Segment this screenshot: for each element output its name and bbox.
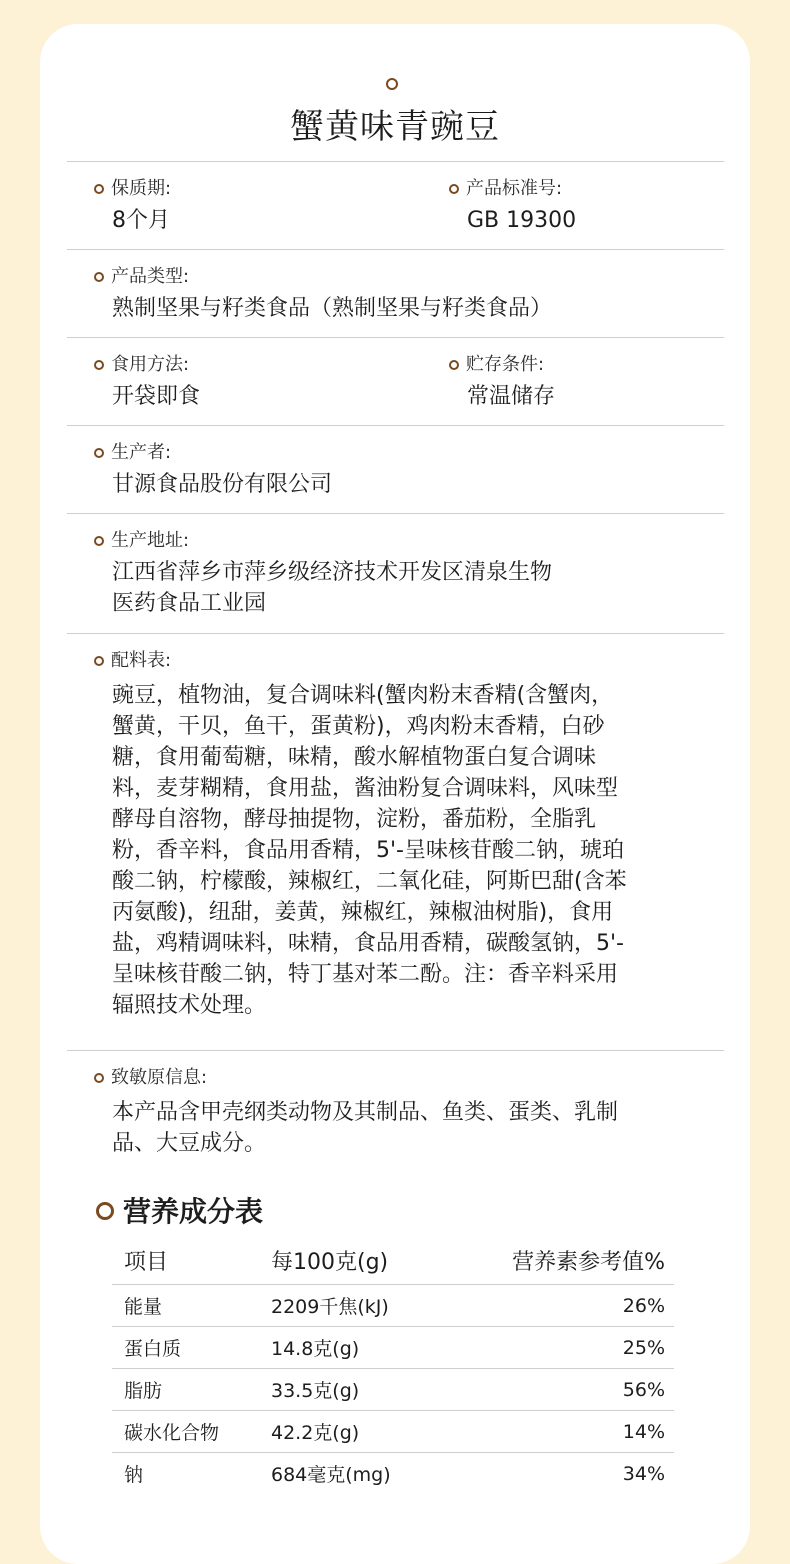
standard-label: 产品标准号: bbox=[449, 177, 562, 201]
nutrient-nrv: 56% bbox=[491, 1369, 674, 1411]
producer-value: 甘源食品股份有限公司 bbox=[112, 472, 333, 497]
nutrient-amount: 42.2克(g) bbox=[271, 1411, 491, 1453]
ring-bullet-icon bbox=[96, 1202, 114, 1220]
ring-bullet-icon bbox=[94, 184, 104, 194]
divider bbox=[67, 1050, 724, 1051]
nutrient-nrv: 34% bbox=[622, 1462, 665, 1485]
ring-bullet-icon bbox=[94, 536, 104, 546]
nutrient-amount: 2209千焦(kJ) bbox=[271, 1285, 491, 1327]
table-row bbox=[112, 1369, 674, 1411]
table-row bbox=[112, 1453, 674, 1495]
nutrition-table bbox=[112, 1236, 674, 1494]
ring-bullet-icon bbox=[94, 272, 104, 282]
table-row bbox=[112, 1411, 674, 1453]
divider bbox=[67, 425, 724, 426]
ring-bullet-icon bbox=[449, 184, 459, 194]
nutrient-nrv: 25% bbox=[491, 1327, 674, 1369]
storage-value: 常温储存 bbox=[467, 384, 556, 409]
page-title: 蟹黄味青豌豆 bbox=[290, 107, 500, 147]
allergens-text: 本产品含甲壳纲类动物及其制品、鱼类、蛋类、乳制 品、大豆成分。 bbox=[112, 1100, 619, 1156]
divider bbox=[67, 337, 724, 338]
address-label: 生产地址: bbox=[94, 529, 189, 553]
nutrient-name: 碳水化合物 bbox=[112, 1411, 271, 1453]
product-type-value: 熟制坚果与籽类食品（熟制坚果与籽类食品） bbox=[112, 296, 553, 321]
ingredients-label: 配料表: bbox=[94, 649, 171, 673]
nutrient-name: 蛋白质 bbox=[112, 1327, 271, 1369]
nutrient-nrv: 26% bbox=[491, 1285, 674, 1327]
nutrient-amount: 33.5克(g) bbox=[271, 1369, 491, 1411]
address-value: 江西省萍乡市萍乡级经济技术开发区清泉生物 医药食品工业园 bbox=[112, 560, 553, 616]
ring-bullet-icon bbox=[449, 360, 459, 370]
divider bbox=[67, 633, 724, 634]
table-row bbox=[112, 1327, 674, 1369]
column-header: 营养素参考值% bbox=[491, 1236, 674, 1285]
usage-label: 食用方法: bbox=[94, 353, 189, 377]
nutrient-amount: 14.8克(g) bbox=[271, 1327, 491, 1369]
nutrition-heading: 营养成分表 bbox=[123, 1195, 264, 1228]
nutrient-name: 脂肪 bbox=[112, 1369, 271, 1411]
column-header: 项目 bbox=[112, 1236, 271, 1285]
title-ring-icon bbox=[386, 78, 398, 90]
producer-label: 生产者: bbox=[94, 441, 171, 465]
nutrient-amount: 684毫克(mg) bbox=[271, 1464, 391, 1486]
allergens-label: 致敏原信息: bbox=[94, 1066, 207, 1090]
nutrient-nrv: 14% bbox=[491, 1411, 674, 1453]
ring-bullet-icon bbox=[94, 360, 104, 370]
ring-bullet-icon bbox=[94, 1073, 104, 1083]
nutrient-name: 钠 bbox=[124, 1464, 144, 1486]
shelf-life-value: 8个月 bbox=[112, 208, 170, 233]
shelf-life-label: 保质期: bbox=[94, 177, 171, 201]
divider bbox=[67, 513, 724, 514]
nutrient-name: 能量 bbox=[112, 1285, 271, 1327]
table-header-row bbox=[112, 1236, 674, 1285]
ingredients-text: 豌豆，植物油，复合调味料(蟹肉粉末香精(含蟹肉， 蟹黄，干贝，鱼干，蛋黄粉)，鸡肉粉末香精，白砂 糖，食用葡萄糖，味精，酸水解植物蛋白复合调味 料，麦芽糊精，食用盐，酱油粉复合调味料，风味型 酵母自溶物，酵母抽提物，淀粉，番茄粉，全脂乳 粉，香辛料，食品用香精，5'-呈味核苷酸二钠，琥珀 酸二钠，柠檬酸，辣椒红，二氧化硅，阿斯巴甜(含苯 丙氨酸)，纽甜，姜黄，辣椒红，辣椒油树脂)，食用 盐，鸡精调味料，味精，食品用香精，碳酸氢钠，5'- 呈味核苷酸二钠，特丁基对苯二酚。注：香辛料采用 辐照技术处理。 bbox=[112, 683, 627, 1018]
storage-label: 贮存条件: bbox=[449, 353, 544, 377]
divider bbox=[67, 249, 724, 250]
product-type-label: 产品类型: bbox=[94, 265, 189, 289]
ring-bullet-icon bbox=[94, 656, 104, 666]
ring-bullet-icon bbox=[94, 448, 104, 458]
divider bbox=[67, 161, 724, 162]
column-header: 每100克(g) bbox=[271, 1236, 491, 1285]
standard-value: GB 19300 bbox=[467, 208, 577, 233]
table-row bbox=[112, 1285, 674, 1327]
usage-value: 开袋即食 bbox=[112, 384, 201, 409]
